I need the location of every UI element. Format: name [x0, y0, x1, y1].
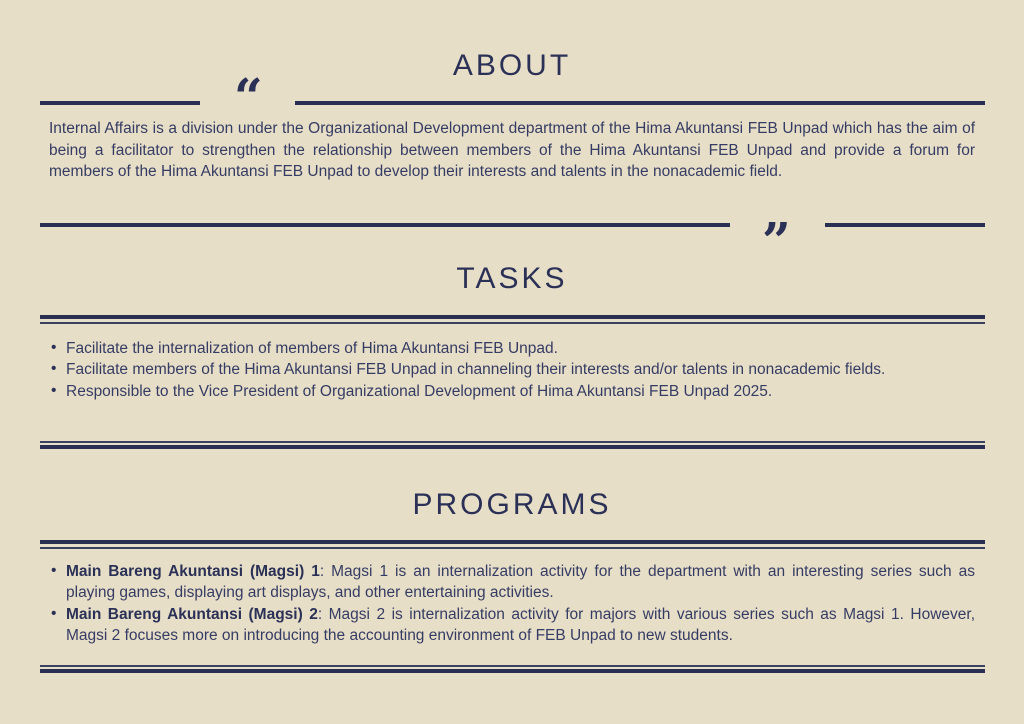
task-item-text: Facilitate the internalization of members of Hima Akuntansi FEB Unpad.	[66, 340, 558, 357]
program-item-name: Main Bareng Akuntansi (Magsi) 2	[66, 605, 318, 623]
bullet-icon: •	[51, 360, 57, 378]
bullet-icon: •	[51, 339, 57, 356]
about-paragraph: Internal Affairs is a division under the Organizational Development department of the Hima Akuntansi FEB Unpad which has the aim of being a facilitator to strengthen the relationship between members of the Hima Akuntansi FEB Unpad and provide a forum for members of the Hima Akuntansi FEB Unpad to develop their interests and talents in the nonacademic field.	[49, 120, 975, 180]
divider-thin-line	[40, 665, 985, 667]
task-item-text: Responsible to the Vice President of Organizational Development of Hima Akuntansi FEB Unpad 2025.	[66, 382, 773, 400]
programs-title: PROGRAMS	[412, 488, 612, 521]
tasks-bottom-divider	[40, 441, 985, 449]
divider-thin-line	[40, 547, 985, 549]
divider-thick-line	[40, 669, 985, 673]
close-quote-mark: ”	[762, 211, 791, 270]
tasks-list	[49, 338, 975, 402]
open-quote-mark: “	[234, 67, 263, 126]
bullet-icon: •	[51, 381, 57, 399]
program-item-description: : Magsi 2 is internalization activity for majors with various series such as Magsi 1. However, Magsi 2 focuses more on introducing the accounting environment of FEB Unpad to new students.	[66, 605, 976, 645]
task-item-text: Facilitate members of the Hima Akuntansi FEB Unpad in channeling their interests and/or talents in nonacademic fields.	[66, 361, 886, 379]
tasks-title: TASKS	[456, 262, 568, 295]
divider-thick-line	[40, 445, 985, 449]
program-list-item	[49, 604, 975, 647]
divider-thick-line	[40, 540, 985, 544]
program-list-item	[49, 561, 975, 604]
programs-top-divider	[40, 540, 985, 549]
programs-list	[49, 561, 975, 647]
program-item-description: : Magsi 1 is an internalization activity for the department with an interesting series such as playing games, displaying art displays, and other entertaining activities.	[66, 563, 976, 602]
divider-thin-line	[40, 441, 985, 443]
bullet-icon: •	[51, 604, 57, 622]
task-list-item	[49, 359, 975, 380]
about-bottom-rule-left	[40, 223, 730, 227]
bullet-icon: •	[51, 562, 57, 579]
task-list-item	[49, 381, 975, 402]
programs-bottom-divider	[40, 665, 985, 673]
divider-thin-line	[40, 322, 985, 324]
about-top-rule-right	[295, 101, 985, 105]
divider-thick-line	[40, 315, 985, 319]
tasks-top-divider	[40, 315, 985, 324]
task-list-item	[49, 338, 975, 359]
about-top-rule-left	[40, 101, 200, 105]
about-bottom-rule-right	[825, 223, 985, 227]
program-item-name: Main Bareng Akuntansi (Magsi) 1	[66, 563, 320, 580]
about-title: ABOUT	[452, 49, 572, 82]
